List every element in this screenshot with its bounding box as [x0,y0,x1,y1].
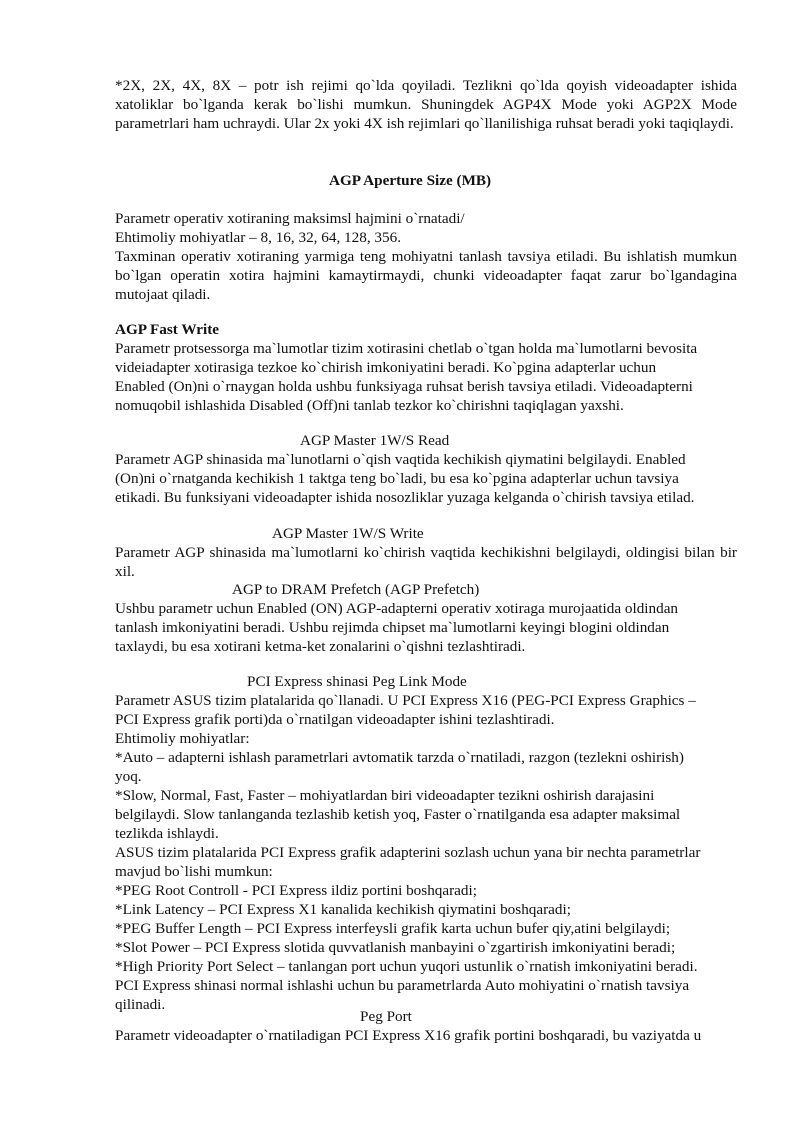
aperture-line: Ehtimoliy mohiyatlar – 8, 16, 32, 64, 128, 356. [115,229,402,246]
peg-link-heading: PCI Express shinasi Peg Link Mode [247,673,467,690]
prefetch-line: tanlash imkoniyatini beradi. Ushbu rejimda chipset ma`lumotlarni keyingi blogini oldindan [115,619,670,636]
master-read-heading: AGP Master 1W/S Read [300,432,450,449]
aperture-line: Parametr operativ xotiraning maksimsl hajmini o`rnatadi/ [115,210,465,227]
master-read-section [115,450,737,507]
master-write-paragraph: Parametr AGP shinasida ma`lumotlarni ko`chirish vaqtida kechikishni belgilaydi, oldingisi bilan bir xil. [115,544,737,580]
peg-link-line: *Auto – adapterni ishlash parametrlari avtomatik tarzda o`rnatiladi, razgon (tezlekni oshirish) [115,749,684,766]
peg-link-line: Parametr ASUS tizim platalarida qo`llanadi. U PCI Express X16 (PEG-PCI Express Graphics – [115,692,696,709]
prefetch-line: taxlaydi, bu esa xotirani ketma-ket zonalarini o`qishni tezlashtiradi. [115,638,526,655]
fast-write-line: nomuqobil ishlashida Disabled (Off)ni tanlab tezkor ko`chirishni taqiqlagan yaxshi. [115,397,624,414]
fast-write-line: videiadapter xotirasiga tezkoe ko`chirish imkoniyatini beradi. Ko`pgina adapterlar uchun [115,359,657,376]
peg-port-section [115,1026,737,1045]
master-read-line: (On)ni o`rnatganda kechikish 1 taktga teng bo`ladi, bu esa ko`pgina adapterlar uchun tavsiya [115,470,679,487]
peg-link-line: *PEG Root Controll - PCI Express ildiz portini boshqaradi; [115,882,477,899]
prefetch-heading: AGP to DRAM Prefetch (AGP Prefetch) [232,581,480,598]
fast-write-heading: AGP Fast Write [115,321,220,338]
peg-link-line: PCI Express shinasi normal ishlashi uchun bu parametrlarda Auto mohiyatini o`rnatish tavsiya [115,977,690,994]
peg-link-line: ASUS tizim platalarida PCI Express grafik adapterini sozlash uchun yana bir nechta parametrlar [115,844,701,861]
peg-port-heading: Peg Port [360,1008,412,1025]
peg-link-line: mavjud bo`lishi mumkun: [115,863,273,880]
peg-link-line: *Slow, Normal, Fast, Faster – mohiyatlardan biri videoadapter tezikni oshirish darajasini [115,787,655,804]
peg-link-line: Ehtimoliy mohiyatlar: [115,730,250,747]
master-write-heading: AGP Master 1W/S Write [272,525,424,542]
peg-link-line: qilinadi. [115,996,166,1013]
peg-port-line: Parametr videoadapter o`rnatiladigan PCI Express X16 grafik portini boshqaradi, bu vaziyatda u [115,1027,702,1044]
peg-link-section [115,691,737,1014]
peg-link-line: PCI Express grafik porti)da o`rnatilgan videoadapter ishini tezlashtiradi. [115,711,555,728]
peg-link-line: *High Priority Port Select – tanlangan port uchun yuqori ustunlik o`rnatish imkoniyatini beradi. [115,958,698,975]
fast-write-line: Parametr protsessorga ma`lumotlar tizim xotirasini chetlab o`tgan holda ma`lumotlarni bevosita [115,340,698,357]
fast-write-section [115,320,737,415]
peg-link-line: *Link Latency – PCI Express X1 kanalida kechikish qiymatini boshqaradi; [115,901,571,918]
peg-link-line: *Slot Power – PCI Express slotida quvvatlanish manbayini o`zgartirish imkoniyatini beradi; [115,939,676,956]
aperture-section [115,209,737,304]
aperture-heading: AGP Aperture Size (MB) [329,172,492,189]
peg-link-line: yoq. [115,768,142,785]
fast-write-line: Enabled (On)ni o`rnaygan holda ushbu funksiyaga ruhsat berish tavsiya etiladi. Videoadapterni [115,378,693,395]
intro-paragraph: *2X, 2X, 4X, 8X – potr ish rejimi qo`lda qoyiladi. Tezlikni qo`lda qoyish videoadapter ishida xatoliklar bo`lganda kerak bo`lishi mumkun. Shuningdek AGP4X Mode yoki AGP2X Mode parametrlari ham uchraydi. Ular 2x yoki 4X ish rejimlari qo`llanilishiga ruhsat beradi yoki taqiqlaydi. [115,77,737,132]
aperture-paragraph: Taxminan operativ xotiraning yarmiga teng mohiyatni tanlash tavsiya etiladi. Bu ishlatish mumkun bo`lgan operatin xotira hajmini kamaytirmaydi, chunki videoadapter faqat zarur bo`lgandagina mutojaat qiladi. [115,248,737,303]
master-read-line: Parametr AGP shinasida ma`lunotlarni o`qish vaqtida kechikish qiymatini belgilaydi. Enabled [115,451,686,468]
prefetch-line: Ushbu parametr uchun Enabled (ON) AGP-adapterni operativ xotiraga murojaatida oldindan [115,600,679,617]
master-read-line: etikadi. Bu funksiyani videoadapter ishida nosozliklar yuzaga kelganda o`chirish tavsiya etilad. [115,489,695,506]
peg-link-line: *PEG Buffer Length – PCI Express interfeysli grafik karta uchun bufer qiy,atini belgilaydi; [115,920,671,937]
peg-link-line: belgilaydi. Slow tanlanganda tezlashib ketish yoq, Faster o`rnatilganda esa adapter maksimal [115,806,681,823]
peg-link-line: tezlikda ishlaydi. [115,825,219,842]
prefetch-section [115,599,737,656]
